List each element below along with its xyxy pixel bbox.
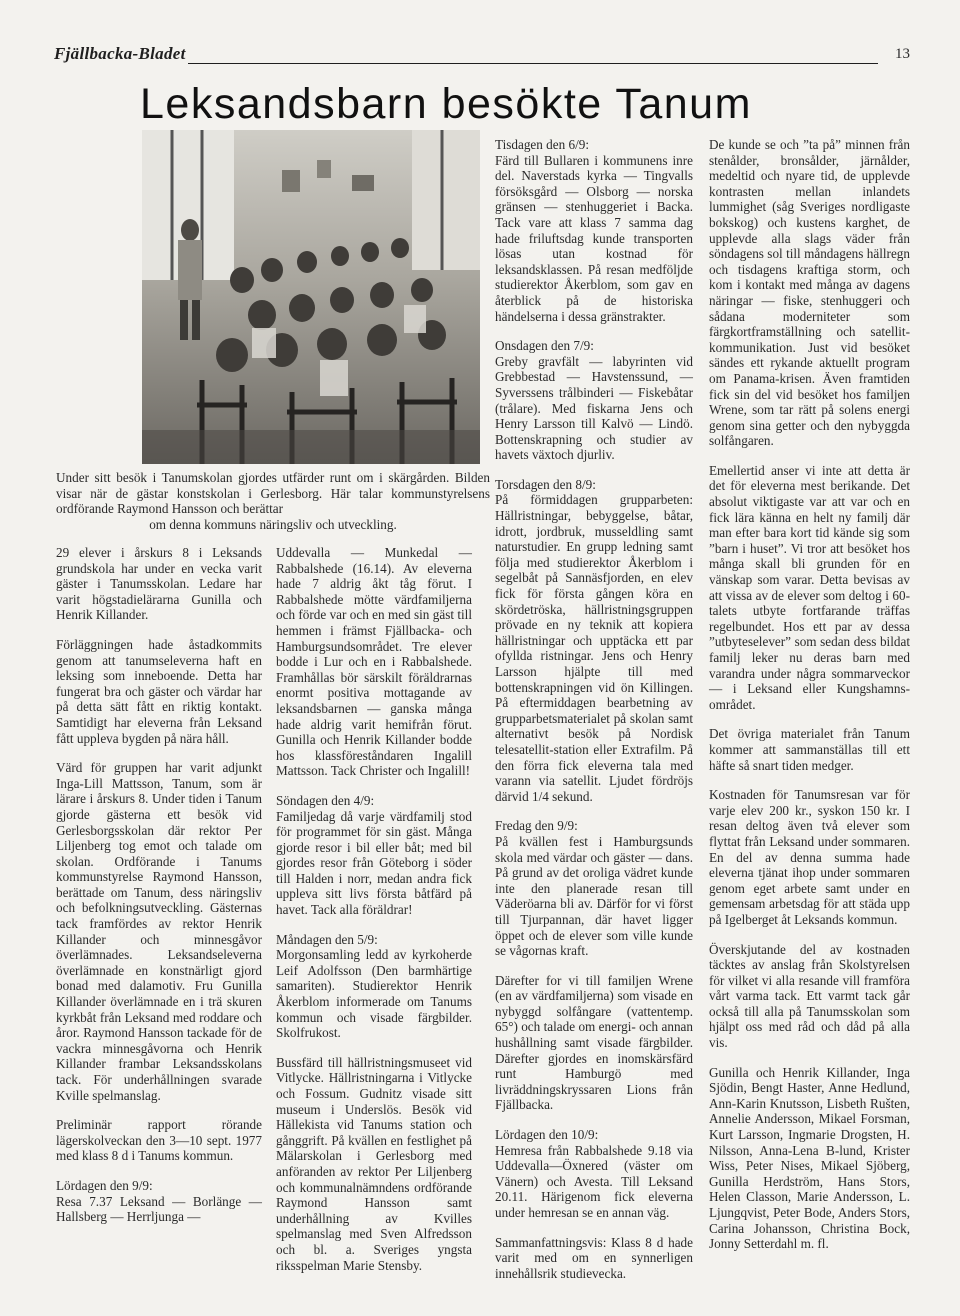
- section-heading: Tisdagen den 6/9:: [495, 137, 590, 152]
- classroom-photo-icon: [142, 130, 480, 464]
- paragraph: Familjedag då varje värdfamilj stod för programmet för sin gäst. Många gjorde resor i bil eller båt; med bil gjordes resor från Göteborg i söder till Halden i norr, medan andra fick uppleva sitt livs första båtfärd på havet. Tack alla föräldrar!: [276, 808, 472, 918]
- section-heading: Lördagen den 10/9:: [495, 1127, 599, 1143]
- classroom-photo: [142, 130, 480, 464]
- paragraph: Preliminär rapport rörande lägerskolveckan den 3—10 sept. 1977 med klass 8 d i Tanums kommun.: [56, 1117, 262, 1164]
- caption-text: Under sitt besök i Tanumskolan gjordes utfärder runt om i skärgården. Bilden visar när de gästar konstskolan i Gerlesborg. Här talar kommunstyrelsens ordförande Raymond Hansson och berättar: [56, 470, 490, 517]
- section-heading: Onsdagen den 7/9:: [495, 338, 594, 354]
- header-rule: [188, 63, 878, 64]
- article-headline: Leksandsbarn besökte Tanum: [140, 80, 752, 128]
- paragraph: Morgonsamling ledd av kyrkoherde Leif Adolfsson (Den barmhärtige samariten). Studierektor Henrik Åkerblom informerade om Tanums kommun och visade färgbilder. Skolfrukost.: [276, 947, 472, 1041]
- paragraph: 29 elever i årskurs 8 i Leksands grundskola har under en vecka varit gäster i Tanumsskolan. Ledare har varit högstadielärarna Gunilla och Henrik Killander.: [56, 545, 262, 623]
- masthead: Fjällbacka-Bladet: [54, 44, 186, 63]
- section-heading: Torsdagen den 8/9:: [495, 476, 596, 492]
- paragraph: Gunilla och Henrik Killander, Inga Sjödin, Bengt Haster, Anne Hedlund, Ann-Karin Knutsson, Lisbeth Rušten, Annelie Andersson, Mikael Forsman, Kurt Larsson, Ingmarie Drogsten, H. Nilsson, Anna-Lena B-lund, Krister Wiss, Peter Nises, Mikael Sjöberg, Gunilla Herdström, Hans Stors, Helen Classon, Marie Andersson, L. Ljungqvist, Peter Bode, Anders Stors, Carina Johansson, Christina Bock, Jonny Setterdahl m. fl.: [709, 1064, 910, 1252]
- paragraph: Överskjutande del av kostnaden täcktes av anslag från Skolstyrelsen för vilket vi alla resande vill framföra vårt varma tack. Ett varmt tack går också till alla på Tanumsskolan som hjälpt oss med råd och dåd på alla vis.: [709, 941, 910, 1051]
- section-heading: Fredag den 9/9:: [495, 818, 578, 834]
- caption-last-line: om denna kommuns näringsliv och utveckling.: [149, 516, 397, 532]
- paragraph: Emellertid anser vi inte att detta är det för eleverna mest berikande. Det absolut viktigaste var att var och en fick lära känna en helt ny familj där man efter bara kort tid kände sig som ”barn i huset”. Vi tror att besöket hos många skall bli grunden för en vänskap som varar. Detta bevisas av att vissa av de elever som deltog i 60-talets utbyte fortfarande träffas regelbundet. Hos ett par av dessa ”utbyteselever” som sedan dess bildat familj leker nu deras barn med varandra under några sommarveckor — i Leksand eller Kungshamns-området.: [709, 462, 910, 712]
- paragraph: Hemresa från Rabbalshede 9.18 via Uddevalla—Öxnered (väster om Vänern) och Avesta. Till Leksand 20.11. Härigenom fick eleverna under hemresan se en annan väg.: [495, 1142, 693, 1220]
- article-column-2: [276, 545, 472, 1287]
- paragraph: Förläggningen hade åstadkommits genom att tanumseleverna haft en leksing som inneboende. Detta har fungerat bra och gäster och värdar har på detta sätt fått en riktig kontakt. Samtidigt har eleverna från Leksand fått uppleva bygden på nära håll.: [56, 636, 262, 746]
- paragraph: Sammanfattningsvis: Klass 8 d hade varit med om en synnerligen innehållsrik studievecka.: [495, 1234, 693, 1281]
- paragraph: På förmiddagen grupparbeten: Hällristningar, bebyggelse, båtar, idrott, jordbruk, musseldling samt naturstudier. En grupp ledning samt följa med studierektor Åkerblom i segelbåt på Sannäsfjorden, en elev fick för första gången köra en skördetröska, hällristningsgruppen prövade en ny teknik att kopiera hällristningar och upptäcka ett par ofyllda ristningar. Jens och Henry Larsson hjälpte till med bottenskrapningen vid ön Killingen. På eftermiddagen bearbetning av grupparbetsmaterialet på skolan samt alternativt besök på Nordisk telesatellit-station eller Extrafilm. På den förra fick eleverna tala med varann via satellit. Ljudet fördröjs därvid 1/4 sekund.: [495, 492, 693, 804]
- section-heading: Lördagen den 9/9:: [56, 1177, 153, 1193]
- section-heading: Måndagen den 5/9:: [276, 931, 378, 947]
- paragraph: Därefter for vi till familjen Wrene (en av värdfamiljerna) som visade en nybyggd solfångare (vattentemp. 65°) och talade om energi- och annan hushållning samt visade färgbilder. Därefter gjordes en inomskärsfärd runt Hamburgö med livräddningskryssaren Lions från Fjällbacka.: [495, 972, 693, 1113]
- paragraph: Kostnaden för Tanumsresan var för varje elev 200 kr., syskon 150 kr. I resan deltog även två elever som flyttat från Leksand under sommaren. En del av denna summa hade eleverna tjänat ihop under sommaren genom eget arbete samt under en gemensam arbetsdag för att städa upp på Igelberget åt Leksands kommun.: [709, 787, 910, 927]
- paragraph: På kvällen fest i Hamburgsunds skola med värdar och gäster — dans. På grund av det oroliga vädret kunde inte den planerade resan till Väderöarna bli av. Därför for vi först till Tjurpannan, där havet ligger öppet och de elever som ville kunde se vågornas kraft.: [495, 833, 693, 959]
- paragraph: Resa 7.37 Leksand — Borlänge — Hallsberg — Herrljunga —: [56, 1193, 262, 1225]
- article-column-4: [709, 137, 910, 1266]
- page-header: [54, 44, 910, 68]
- article-column-1: [56, 545, 262, 1239]
- paragraph: Uddevalla — Munkedal — Rabbalshede (16.14). Av eleverna hade 7 aldrig åkt tåg förut. I Rabbalshede mötte värdfamiljerna och förde var och en med sin gäst till hemmen i främst Fjällbacka- och Hamburgsundsområdet. Tre elever bodde i Lur och en i Rabbalshede. Framhållas bör särskilt föräldrarnas enormt positiva mottagande av leksandsbarnen — ganska många hade aldrig varit hemifrån förut. Gunilla och Henrik Killander bodde hos klassföreståndaren Ingalill Mattsson. Tack Christer och Ingalill!: [276, 545, 472, 779]
- photo-caption: [56, 470, 490, 532]
- paragraph: Färd till Bullaren i kommunens inre del. Naverstads kyrka — Tingvalls försöksgård — Olsborg — norska gränsen — stenhuggeriet i Backa. Tack vare att klass 7 samma dag hade friluftsdag kunde transporten lösas utan kostnad för leksandsklassen. På resan medföljde studierektor Åkerblom, som gav en återblick på de historiska händelserna i dessa gränstrakter.: [495, 152, 693, 324]
- section-heading: Söndagen den 4/9:: [276, 792, 375, 808]
- paragraph: Värd för gruppen har varit adjunkt Inga-Lill Mattsson, Tanum, som är lärare i årskurs 8. Under tiden i Tanum gjorde gästerna ett besök vid Gerlesborgsskolan där rektor Per Liljenberg tog emot och talade om skolan. Ordförande i Tanums kommunstyrelse Raymond Hansson, berättade om Tanum, dess näringsliv och befolkningsutveckling. Gästernas tack framfördes av rektor Henrik Killander och minnesgåvor överlämnades. Leksandseleverna överlämnade en konstnärligt gjord bonad med dalamotiv. Fru Gunilla Killander överlämnade en i trä skuren kyrkbåt från Leksand med roddare och åror. Raymond Hansson tackade för de vackra minnesgåvorna och Henrik Killander frambar Leksandsskolans tack. För underhållningen svarade Kville spelmanslag.: [56, 760, 262, 1103]
- paragraph: Det övriga materialet från Tanum kommer att sammanställas till ett häfte så snart tiden medger.: [709, 726, 910, 773]
- paragraph: Greby gravfält — labyrinten vid Grebbestad — Havstenssund, — Syverssens trålbinderi — Fiskebåtar (trålare). Med fiskarna Jens och Henry Larsson till Kalvö — Lindö. Bottenskrapning och studier av havets växtoch djurliv.: [495, 353, 693, 463]
- paragraph: De kunde se och ”ta på” minnen från stenålder, bronsålder, järnålder, medeltid och nyare tid, de upplevde kontrasten mellan inlandets lummighet (såg Sveriges nordligaste bokskog) och kustens karghet, de upplevde alla slags väder från söndagens sol till måndagens hällregn och tisdagens kraftiga storm, och kom i kontakt med många av dagens näringar — fiske, stenhuggeri och sådana moderniteter som färgkortframställning och satellit-kommunikation. Just vid besöket sändes ett rykande aktuellt program om Panama-krisen. Även framtiden fick sin del vid besöket hos familjen Wrene, som tar rätt på solens energi genom sina getter och den nybyggda solfångaren.: [709, 137, 910, 449]
- page-number: 13: [895, 46, 910, 62]
- paragraph: Bussfärd till hällristningsmuseet vid Vitlycke. Hällristningarna i Vitlycke och Fossum. Gudnitz visade sitt museum i Underslös. Besök vid Hällekista vid Tanums station och gånggrift. På kvällen en festlighet på Mälarskolan i Gerlesborg med anföranden av rektor Per Liljenberg och kommunalnämndens ordförande Raymond Hansson samt underhållning av Kvilles spelmanslag med Sven Alfredsson och bl. a. Sveriges yngsta riksspelman Marie Stensby.: [276, 1054, 472, 1273]
- article-column-3: [495, 137, 693, 1295]
